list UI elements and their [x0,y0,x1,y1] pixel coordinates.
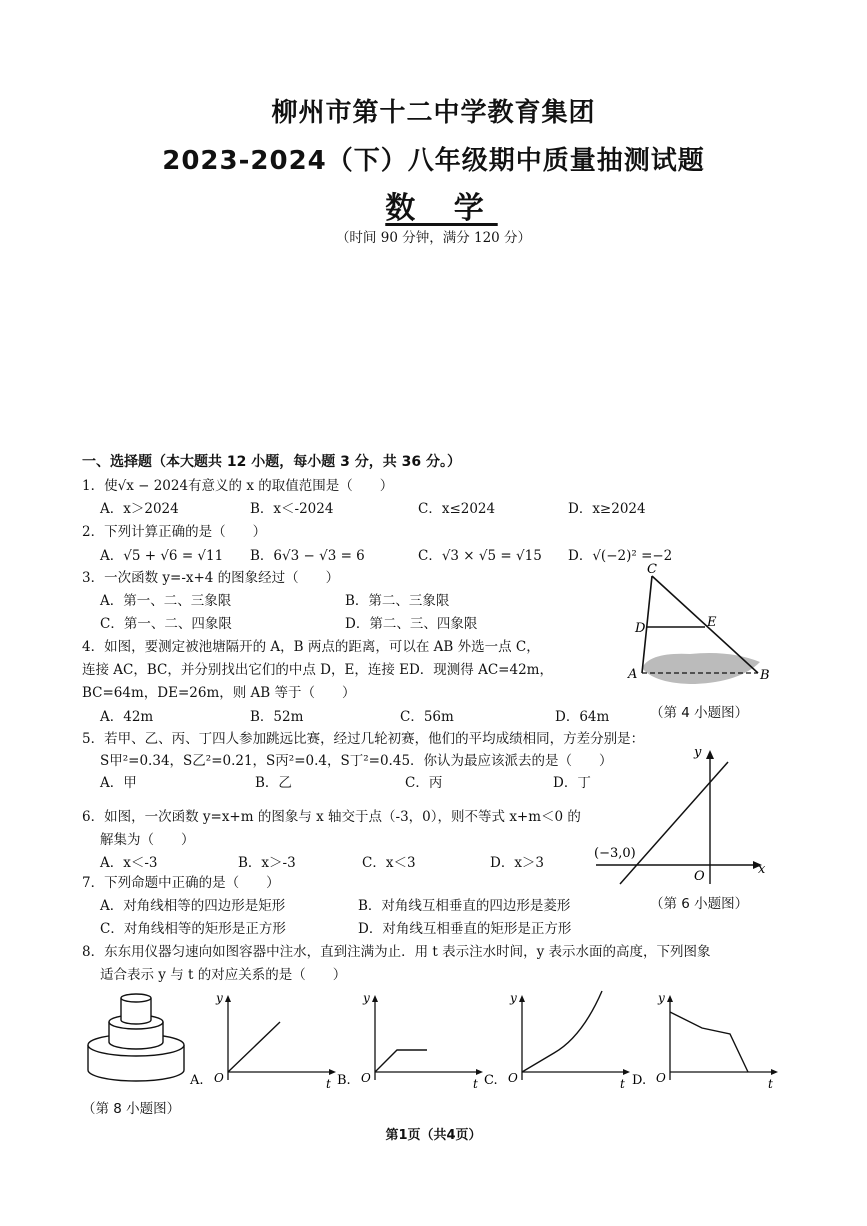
graph-a-letter: A. [190,1073,204,1088]
label-b: B [760,668,770,683]
q7-option-b: B．对角线互相垂直的四边形是菱形 [358,898,571,914]
q6-option-c: C．x＜3 [362,855,416,871]
q6-caption: （第 6 小题图） [650,896,749,912]
graph-b-y-label: y [363,991,370,1005]
q3-option-d: D．第二、三、四象限 [345,616,478,632]
graph-b-line [375,1050,427,1072]
q6-option-b: B．x＞-3 [238,855,296,871]
q5-option-b: B．乙 [255,775,292,791]
q5-option-a: A．甲 [100,775,137,791]
graph-a-y-label: y [216,991,223,1005]
y-label: y [694,745,702,760]
q6-option-a: A．x＜-3 [100,855,158,871]
page-number: 第1页（共4页） [385,1128,482,1143]
graph-b-origin: O [361,1071,371,1085]
q1-stem: 1．使√x − 2024有意义的 x 的取值范围是（ ） [82,478,394,494]
exam-title: 2023-2024（下）八年级期中质量抽测试题 [162,146,705,176]
graph-b-t-label: t [473,1077,478,1090]
q8-graph-c [482,985,632,1090]
q5-option-d: D．丁 [553,775,591,791]
graph-d-letter: D. [632,1073,647,1088]
q8-line-1: 8．东东用仪器匀速向如图容器中注水，直到注满为止．用 t 表示注水时间，y 表示水面的高度，下列图象 [82,944,711,960]
origin-label: O [694,869,705,884]
q3-option-a: A．第一、二、三象限 [100,593,232,609]
q8-graph-a [188,990,338,1090]
q4-line-1: 4．如图，要测定被池塘隔开的 A，B 两点的距离，可以在 AB 外选一点 C， [82,639,540,655]
q8-graph-d [630,990,785,1090]
time-note: （时间 90 分钟，满分 120 分） [335,230,532,246]
q8-line-2: 适合表示 y 与 t 的对应关系的是（ ） [100,967,347,983]
q8-container-figure [82,990,192,1085]
q7-stem: 7．下列命题中正确的是（ ） [82,875,280,891]
q4-triangle-figure [620,560,780,690]
q4-line-3: BC=64m，DE=26m，则 AB 等于（ ） [82,685,356,701]
graph-c-y-label: y [510,991,517,1005]
q6-line-graph-figure [590,742,780,892]
q7-option-a: A．对角线相等的四边形是矩形 [100,898,286,914]
point-label: (−3,0) [594,846,636,861]
q8-graph-b [335,990,485,1090]
q1-option-b: B．x＜-2024 [250,501,334,517]
q1-option-a: A．x＞2024 [100,501,179,517]
graph-c-curve [522,991,602,1072]
q5-option-c: C．丙 [405,775,443,791]
label-c: C [647,562,657,577]
q4-option-d: D．64m [555,709,610,725]
q2-option-a: A．√5 + √6 = √11 [100,548,224,564]
y-axis-arrow [706,750,714,759]
graph-d-y-label: y [658,991,665,1005]
graph-c-origin: O [508,1071,518,1085]
graph-a-origin: O [214,1071,224,1085]
q4-option-b: B．52m [250,709,304,725]
q3-stem: 3．一次函数 y=-x+4 的图象经过（ ） [82,570,340,586]
q4-option-a: A．42m [100,709,154,725]
q1-option-c: C．x≤2024 [418,501,496,517]
function-line [620,762,728,884]
graph-b-letter: B. [337,1073,351,1088]
q2-stem: 2．下列计算正确的是（ ） [82,524,267,540]
q3-option-b: B．第二、三象限 [345,593,450,609]
school-name: 柳州市第十二中学教育集团 [271,98,596,128]
q4-caption: （第 4 小题图） [650,705,749,721]
graph-c-letter: C. [484,1073,498,1088]
q2-option-b: B．6√3 − √3 = 6 [250,548,365,564]
label-d: D [635,621,646,636]
q8-caption: （第 8 小题图） [82,1101,181,1117]
graph-d-t-label: t [768,1077,773,1090]
graph-d-line [670,1012,748,1072]
graph-a-t-label: t [326,1077,331,1090]
q1-option-d: D．x≥2024 [568,501,646,517]
q2-option-d: D．√(−2)² =−2 [568,548,673,564]
q3-option-c: C．第一、二、四象限 [100,616,232,632]
q5-line-2: S甲²=0.34，S乙²=0.21，S丙²=0.4，S丁²=0.45．你认为最应该派去的是（ ） [100,753,613,769]
q6-line-1: 6．如图，一次函数 y=x+m 的图象与 x 轴交于点（-3，0），则不等式 x+m＜0 的 [82,809,581,825]
q7-option-d: D．对角线互相垂直的矩形是正方形 [358,921,572,937]
q4-line-2: 连接 AC，BC，并分别找出它们的中点 D，E，连接 ED．现测得 AC=42m， [82,662,553,678]
q2-option-c: C．√3 × √5 = √15 [418,548,542,564]
q6-line-2: 解集为（ ） [100,832,195,848]
q7-option-c: C．对角线相等的矩形是正方形 [100,921,286,937]
graph-a-line [228,1022,280,1072]
label-a: A [628,667,638,682]
q4-option-c: C．56m [400,709,454,725]
graph-c-t-label: t [620,1077,625,1090]
section-title: 一、选择题（本大题共 12 小题，每小题 3 分，共 36 分。） [82,454,461,470]
label-e: E [707,615,717,630]
top-cylinder-top [121,994,151,1002]
graph-d-origin: O [656,1071,666,1085]
q6-option-d: D．x＞3 [490,855,545,871]
subject-title: 数 学 [385,191,498,226]
q5-line-1: 5．若甲、乙、丙、丁四人参加跳远比赛，经过几轮初赛，他们的平均成绩相同，方差分别是： [82,731,645,747]
x-label: x [758,862,766,877]
